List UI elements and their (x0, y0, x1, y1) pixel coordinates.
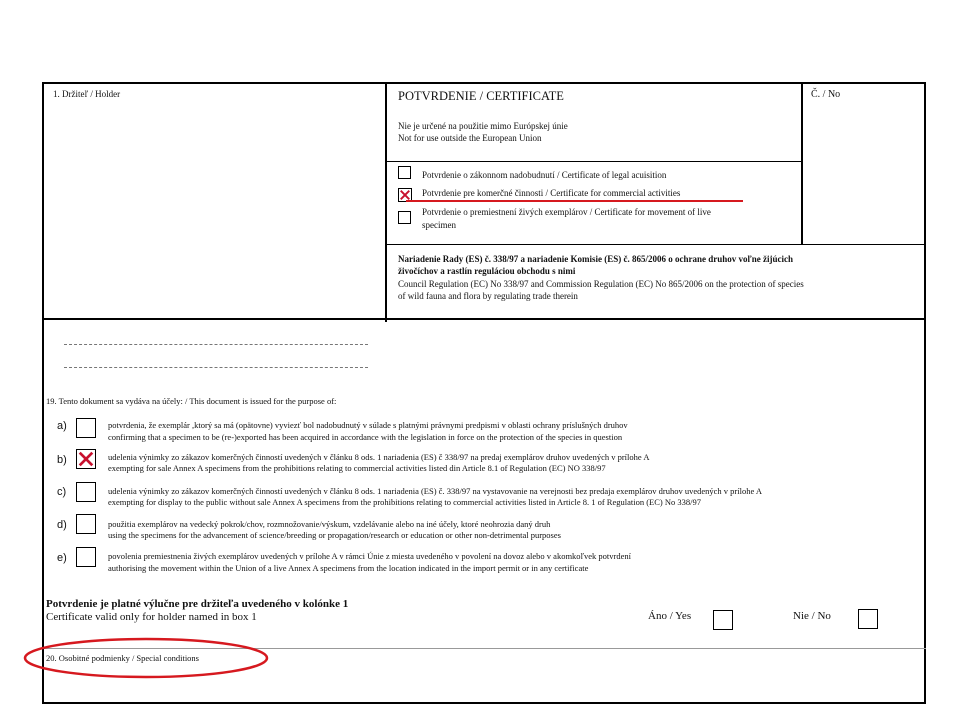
divider-certtypes-bottom (386, 244, 926, 245)
purpose-a-checkbox[interactable] (76, 418, 96, 438)
divider-holder-vertical (385, 84, 387, 322)
purpose-a-en: confirming that a specimen to be (re-)exported has been acquired in accordance with the legislation in force on the protection of the species in question (108, 432, 623, 442)
not-for-use-sk: Nie je určené na použitie mimo Európskej únie (398, 121, 568, 131)
check-x-icon (77, 450, 95, 468)
cert-legal-acquisition-checkbox[interactable] (398, 166, 411, 179)
validity-sk: Potvrdenie je platné výlučne pre držiteľa uvedeného v kolónke 1 (46, 598, 349, 610)
cert-movement-checkbox[interactable] (398, 211, 411, 224)
purpose-d-sk: použitia exemplárov na vedecký pokrok/chov, rozmnožovanie/výskum, vzdelávanie alebo na iné účely, ktoré neohrozia daný druh (108, 519, 551, 529)
purpose-c-checkbox[interactable] (76, 482, 96, 502)
validity-en: Certificate valid only for holder named in box 1 (46, 611, 257, 623)
purpose-b-letter: b) (57, 454, 67, 466)
purpose-e-en: authorising the movement within the Union of a live Annex A specimens from the location indicated in the import permit or in any certificate (108, 563, 589, 573)
number-label: Č. / No (811, 89, 841, 100)
special-conditions-label: 20. Osobitné podmienky / Special conditions (46, 653, 199, 663)
holder-label: 1. Držiteľ / Holder (53, 89, 121, 99)
dashed-line-1 (64, 344, 368, 345)
yes-checkbox[interactable] (713, 610, 733, 630)
regulation-sk-line2: živočíchov a rastlín reguláciou obchodu s nimi (398, 266, 576, 276)
divider-regulation-bottom (44, 318, 926, 320)
purpose-c-letter: c) (57, 486, 67, 498)
purpose-e-checkbox[interactable] (76, 547, 96, 567)
purpose-b-en: exempting for sale Annex A specimens from the prohibitions relating to commercial activities listed din Article 8.1 of Regulation (EC) NO 338/97 (108, 463, 606, 473)
no-checkbox[interactable] (858, 609, 878, 629)
purpose-c-en: exempting for display to the public without sale Annex A specimens from the prohibitions relating to commercial activities listed in Article 8. 1 of Regulation (EC) No 338/97 (108, 497, 701, 507)
cert-movement-label-line2: specimen (422, 220, 456, 230)
cert-movement-label-line1: Potvrdenie o premiestnení živých exemplárov / Certificate for movement of live (422, 207, 711, 217)
dashed-line-2 (64, 367, 368, 368)
red-underline-annotation (406, 200, 743, 202)
regulation-en-line1: Council Regulation (EC) No 338/97 and Commission Regulation (EC) No 865/2006 on the protection of species (398, 279, 804, 289)
no-label: Nie / No (793, 610, 831, 622)
purpose-d-checkbox[interactable] (76, 514, 96, 534)
purpose-heading: 19. Tento dokument sa vydáva na účely: / This document is issued for the purpose of: (46, 396, 337, 406)
divider-title-bottom (386, 161, 802, 162)
cert-legal-acquisition-label: Potvrdenie o zákonnom nadobudnutí / Certificate of legal acuisition (422, 170, 667, 180)
not-for-use-en: Not for use outside the European Union (398, 133, 542, 143)
yes-label: Áno / Yes (648, 610, 692, 622)
purpose-a-letter: a) (57, 420, 67, 432)
red-ellipse-annotation (22, 636, 274, 682)
purpose-e-letter: e) (57, 552, 67, 564)
regulation-sk-line1: Nariadenie Rady (ES) č. 338/97 a nariadenie Komisie (ES) č. 865/2006 o ochrane druhov voľne žijúcich (398, 254, 793, 264)
purpose-e-sk: povolenia premiestnenia živých exemplárov uvedených v prílohe A v rámci Únie z miesta uvedeného v povolení na dovoz alebo v akomkoľvek potvrdení (108, 551, 631, 561)
purpose-d-letter: d) (57, 519, 67, 531)
purpose-a-sk: potvrdenia, že exemplár ,ktorý sa má (opätovne) vyviezť bol nadobudnutý v súlade s platnými právnymi predpismi v oblasti ochrany príslušných druhov (108, 420, 628, 430)
purpose-b-checkbox[interactable] (76, 449, 96, 469)
certificate-title: POTVRDENIE / CERTIFICATE (398, 89, 564, 103)
purpose-d-en: using the specimens for the advancement of science/breeding or propagation/research or education or other non-detrimental purposes (108, 530, 561, 540)
divider-number-vertical (801, 84, 803, 245)
purpose-c-sk: udelenia výnimky zo zákazov komerčných činností uvedených v článku 8 ods. 1 nariadenia (ES) č. 338/97 na vystavovanie na verejnosti bez predaja exemplárov druhov uvedených v prílohe A (108, 486, 763, 496)
purpose-b-sk: udelenia výnimky zo zákazov komerčných činností uvedených v článku 8 ods. 1 nariadenia (ES) č 338/97 na predaj exemplárov druhov uvedených v prílohe A (108, 452, 650, 462)
cert-commercial-label: Potvrdenie pre komerčné činnosti / Certificate for commercial activities (422, 188, 681, 198)
regulation-en-line2: of wild fauna and flora by regulating trade therein (398, 291, 578, 301)
